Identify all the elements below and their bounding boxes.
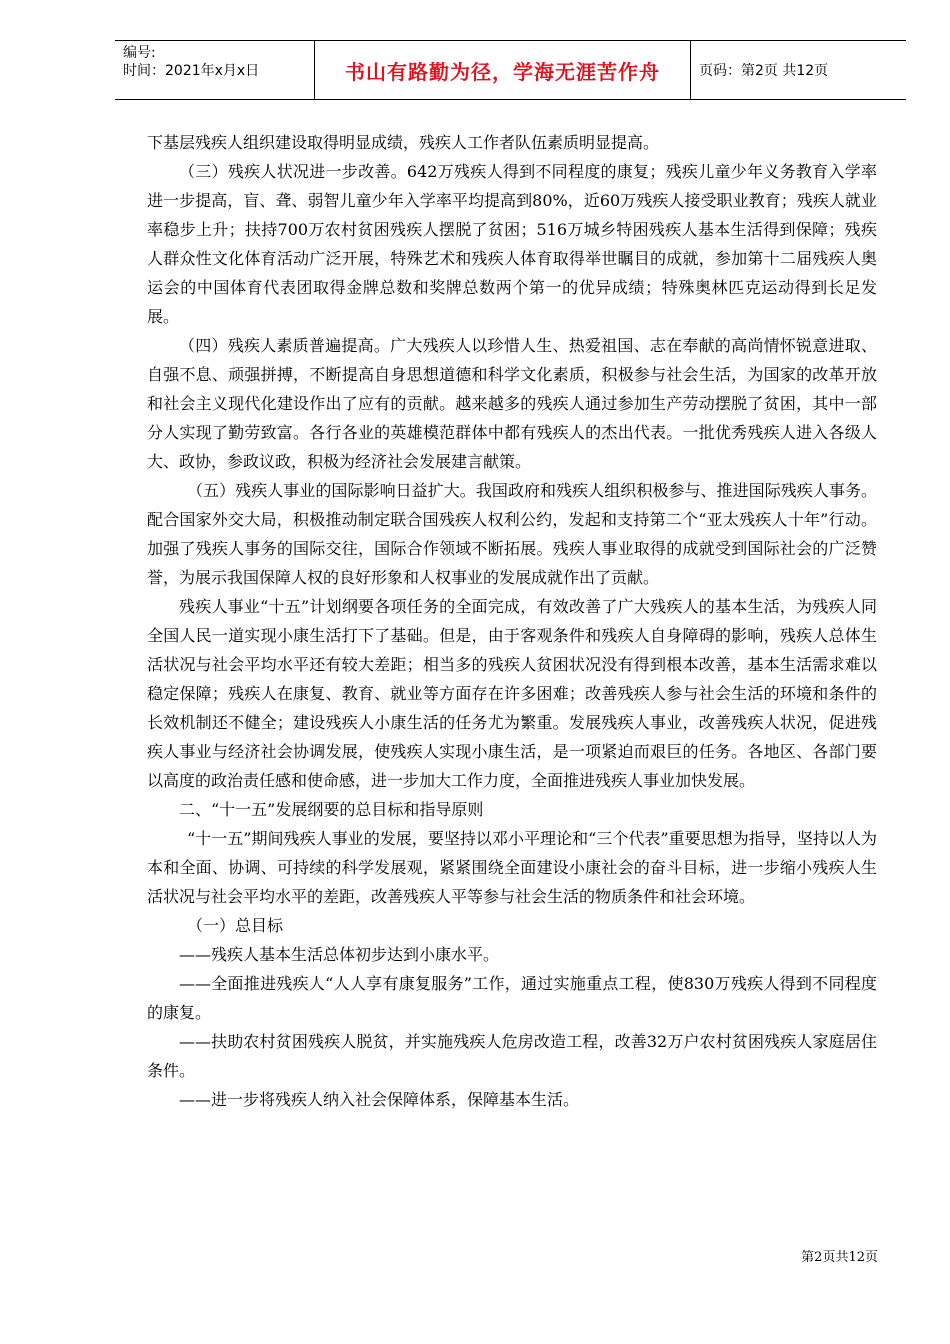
document-date-label: 时间：2021年x月x日 [123, 63, 260, 79]
paragraph-section-3: （三）残疾人状况进一步改善。642万残疾人得到不同程度的康复；残疾儿童少年义务教育入学率进一步提高，盲、聋、弱智儿童少年入学率平均提高到80%，近60万残疾人接受职业教育；残疾人就业率稳步上升；扶持700万农村贫困残疾人摆脱了贫困；516万城乡特困残疾人基本生活得到保障；残疾人群众性文化体育活动广泛开展，特殊艺术和残疾人体育取得举世瞩目的成就，参加第十二届残疾人奥运会的中国体育代表团取得金牌总数和奖牌总数两个第一的优异成绩；特殊奥林匹克运动得到长足发展。 [147, 162, 877, 326]
subsection-heading-goals: （一）总目标 [187, 916, 284, 935]
paragraph-continuation: 下基层残疾人组织建设取得明显成绩，残疾人工作者队伍素质明显提高。 [147, 133, 660, 152]
page-footer: 第2页共12页 [801, 1250, 878, 1265]
goal-item-1: ——残疾人基本生活总体初步达到小康水平。 [179, 945, 500, 964]
section-heading-2: 二、“十一五”发展纲要的总目标和指导原则 [179, 800, 484, 819]
goal-item-2: ——全面推进残疾人“人人享有康复服务”工作，通过实施重点工程，使830万残疾人得到不同程度的康复。 [147, 974, 877, 1022]
paragraph-section-5: （五）残疾人事业的国际影响日益扩大。我国政府和残疾人组织积极参与、推进国际残疾人事务。配合国家外交大局，积极推动制定联合国残疾人权利公约，发起和支持第二个“亚太残疾人十年”行动。加强了残疾人事务的国际交往，国际合作领域不断拓展。残疾人事业取得的成就受到国际社会的广泛赞誉，为展示我国保障人权的良好形象和人权事业的发展成就作出了贡献。 [147, 481, 877, 587]
goal-item-3: ——扶助农村贫困残疾人脱贫，并实施残疾人危房改造工程，改善32万户农村贫困残疾人家庭居住条件。 [147, 1032, 877, 1080]
paragraph-guidance: “十一五”期间残疾人事业的发展，要坚持以邓小平理论和“三个代表”重要思想为指导，坚持以人为本和全面、协调、可持续的科学发展观，紧紧围绕全面建设小康社会的奋斗目标，进一步缩小残疾人生活状况与社会平均水平的差距，改善残疾人平等参与社会生活的物质条件和社会环境。 [147, 829, 877, 906]
page-header [115, 40, 906, 100]
paragraph-section-4: （四）残疾人素质普遍提高。广大残疾人以珍惜人生、热爱祖国、志在奉献的高尚情怀锐意进取、自强不息、顽强拼搏，不断提高自身思想道德和科学文化素质，积极参与社会生活，为国家的改革开放和社会主义现代化建设作出了应有的贡献。越来越多的残疾人通过参加生产劳动摆脱了贫困，其中一部分人实现了勤劳致富。各行各业的英雄模范群体中都有残疾人的杰出代表。一批优秀残疾人进入各级人大、政协，参政议政，积极为经济社会发展建言献策。 [147, 336, 877, 471]
document-body [147, 128, 877, 1114]
header-meta [115, 41, 315, 99]
document-number-label: 编号: [123, 45, 156, 61]
paragraph-summary: 残疾人事业“十五”计划纲要各项任务的全面完成，有效改善了广大残疾人的基本生活，为残疾人同全国人民一道实现小康生活打下了基础。但是，由于客观条件和残疾人自身障碍的影响，残疾人总体生活状况与社会平均水平还有较大差距；相当多的残疾人贫困状况没有得到根本改善，基本生活需求难以稳定保障；残疾人在康复、教育、就业等方面存在许多困难；改善残疾人参与社会生活的环境和条件的长效机制还不健全；建设残疾人小康生活的任务尤为繁重。发展残疾人事业，改善残疾人状况，促进残疾人事业与经济社会协调发展，使残疾人实现小康生活，是一项紧迫而艰巨的任务。各地区、各部门要以高度的政治责任感和使命感，进一步加大工作力度，全面推进残疾人事业加快发展。 [147, 597, 877, 790]
header-motto: 书山有路勤为径，学海无涯苦作舟 [315, 41, 691, 99]
header-page-indicator: 页码：第2页 共12页 [699, 63, 829, 79]
goal-item-4: ——进一步将残疾人纳入社会保障体系，保障基本生活。 [179, 1090, 580, 1109]
